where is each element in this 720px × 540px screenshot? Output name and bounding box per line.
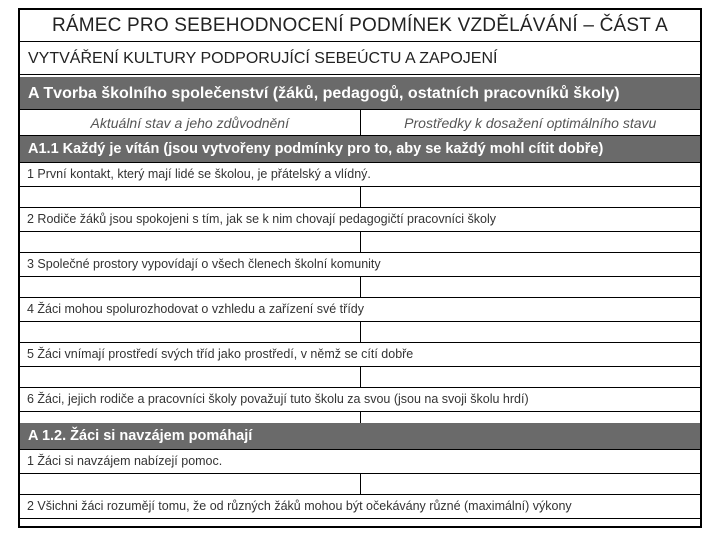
column-headers bbox=[20, 110, 700, 136]
column-means: Prostředky k dosažení optimálního stavu bbox=[404, 115, 657, 131]
current-state-cell[interactable] bbox=[20, 277, 361, 297]
current-state-cell[interactable] bbox=[20, 232, 361, 252]
answer-row bbox=[20, 232, 700, 253]
page-title: RÁMEC PRO SEBEHODNOCENÍ PODMÍNEK VZDĚLÁVÁNÍ – ČÁST A bbox=[20, 10, 700, 42]
criterion-item: 4 Žáci mohou spolurozhodovat o vzhledu a zařízení své třídy bbox=[20, 298, 700, 322]
criterion-item: 1 Žáci si navzájem nabízejí pomoc. bbox=[20, 450, 700, 474]
answer-row bbox=[20, 322, 700, 343]
means-cell[interactable] bbox=[361, 232, 701, 252]
means-cell[interactable] bbox=[361, 187, 701, 207]
criterion-item: 2 Rodiče žáků jsou spokojeni s tím, jak se k nim chovají pedagogičtí pracovníci školy bbox=[20, 208, 700, 232]
criterion-item: 3 Společné prostory vypovídají o všech členech školní komunity bbox=[20, 253, 700, 277]
current-state-cell[interactable] bbox=[20, 474, 361, 494]
criterion-item: 6 Žáci, jejich rodiče a pracovníci školy považují tuto školu za svou (jsou na svoji školu hrdí) bbox=[20, 388, 700, 412]
current-state-cell[interactable] bbox=[20, 187, 361, 207]
self-assessment-form bbox=[18, 8, 702, 528]
criterion-item: 2 Všichni žáci rozumějí tomu, že od různých žáků mohou být očekávány různé (maximální) výkony bbox=[20, 495, 700, 519]
criterion-item: 1 První kontakt, který mají lidé se školou, je přátelský a vlídný. bbox=[20, 163, 700, 187]
answer-row bbox=[20, 187, 700, 208]
means-cell[interactable] bbox=[361, 367, 701, 387]
page-subtitle: VYTVÁŘENÍ KULTURY PODPORUJÍCÍ SEBEÚCTU A ZAPOJENÍ bbox=[20, 42, 700, 75]
subsection-a1-2-items bbox=[20, 450, 700, 519]
answer-row bbox=[20, 277, 700, 298]
current-state-cell[interactable] bbox=[20, 322, 361, 342]
current-state-cell[interactable] bbox=[20, 367, 361, 387]
answer-row bbox=[20, 367, 700, 388]
subsection-a1-1-items bbox=[20, 163, 700, 433]
subsection-a1-1-header: A1.1 Každý je vítán (jsou vytvořeny podmínky pro to, aby se každý mohl cítit dobře) bbox=[20, 136, 700, 163]
criterion-item: 5 Žáci vnímají prostředí svých tříd jako prostředí, v němž se cítí dobře bbox=[20, 343, 700, 367]
subsection-a1-2-header: A 1.2. Žáci si navzájem pomáhají bbox=[20, 423, 700, 450]
section-a-header: A Tvorba školního společenství (žáků, pedagogů, ostatních pracovníků školy) bbox=[20, 77, 700, 110]
means-cell[interactable] bbox=[361, 322, 701, 342]
column-current-state: Aktuální stav a jeho zdůvodnění bbox=[20, 110, 361, 135]
answer-row bbox=[20, 474, 700, 495]
means-cell[interactable] bbox=[361, 474, 701, 494]
means-cell[interactable] bbox=[361, 277, 701, 297]
